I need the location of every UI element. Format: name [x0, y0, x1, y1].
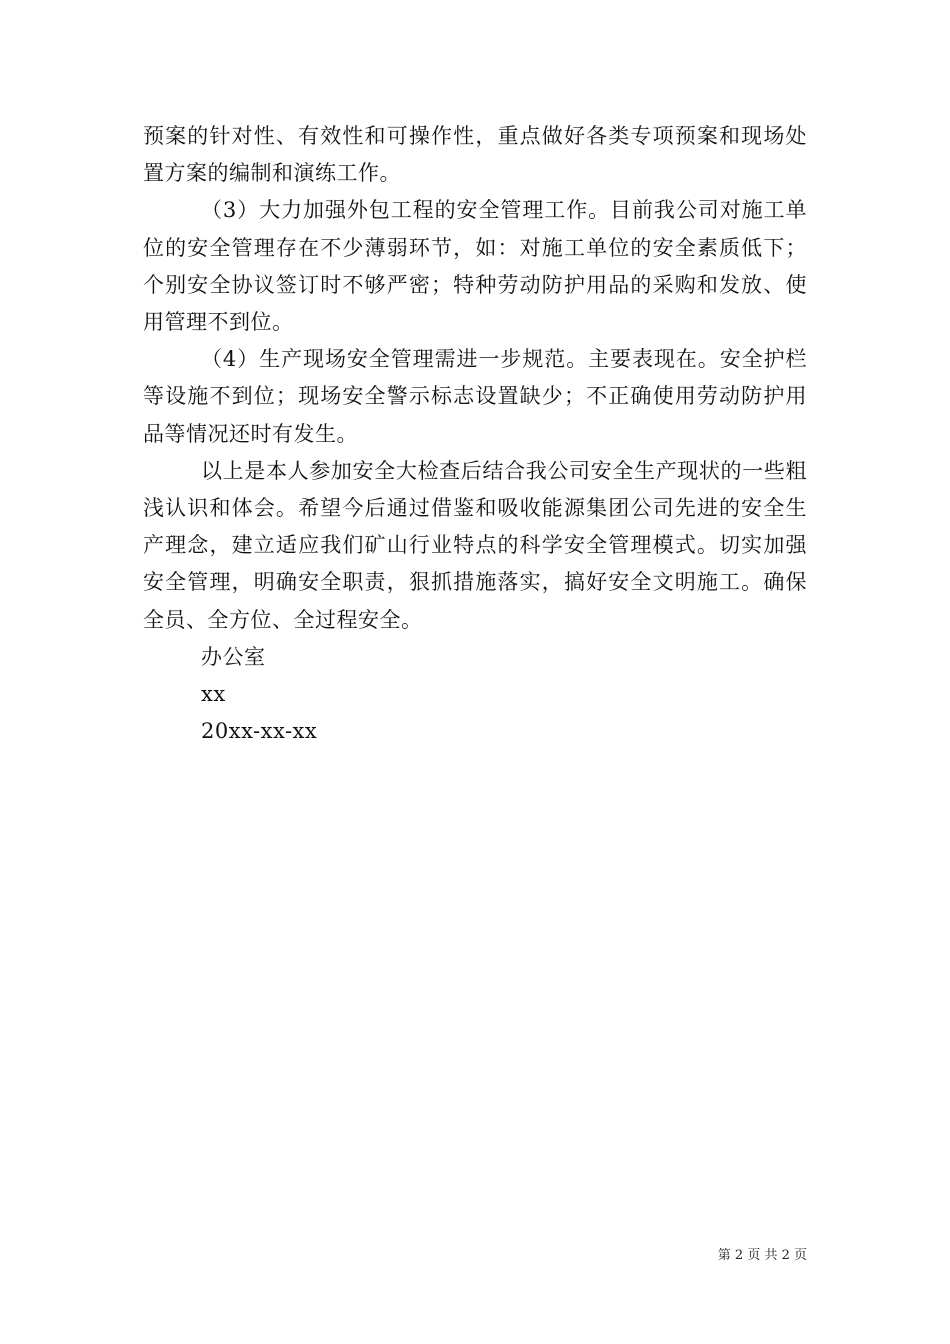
- paragraph-conclusion: 以上是本人参加安全大检查后结合我公司安全生产现状的一些粗浅认识和体会。希望今后通过借鉴和吸收能源集团公司先进的安全生产理念，建立适应我们矿山行业特点的科学安全管理模式。切实加强安全管理，明确安全职责，狠抓措施落实，搞好安全文明施工。确保全员、全方位、全过程安全。: [143, 458, 807, 632]
- paragraph-continuation: 预案的针对性、有效性和可操作性，重点做好各类专项预案和现场处置方案的编制和演练工作。: [143, 124, 807, 186]
- document-body: [143, 118, 807, 750]
- paragraph-item-3: （3）大力加强外包工程的安全管理工作。目前我公司对施工单位的安全管理存在不少薄弱环节，如：对施工单位的安全素质低下；个别安全协议签订时不够严密；特种劳动防护用品的采购和发放、使用管理不到位。: [143, 198, 807, 335]
- signature-name: xx: [201, 682, 226, 707]
- signature-date: 20xx-xx-xx: [201, 719, 318, 744]
- page-number-footer: 第 2 页 共 2 页: [717, 1248, 807, 1263]
- signature-department: 办公室: [201, 644, 266, 669]
- paragraph-item-4: （4）生产现场安全管理需进一步规范。主要表现在。安全护栏等设施不到位；现场安全警示标志设置缺少；不正确使用劳动防护用品等情况还时有发生。: [143, 347, 807, 446]
